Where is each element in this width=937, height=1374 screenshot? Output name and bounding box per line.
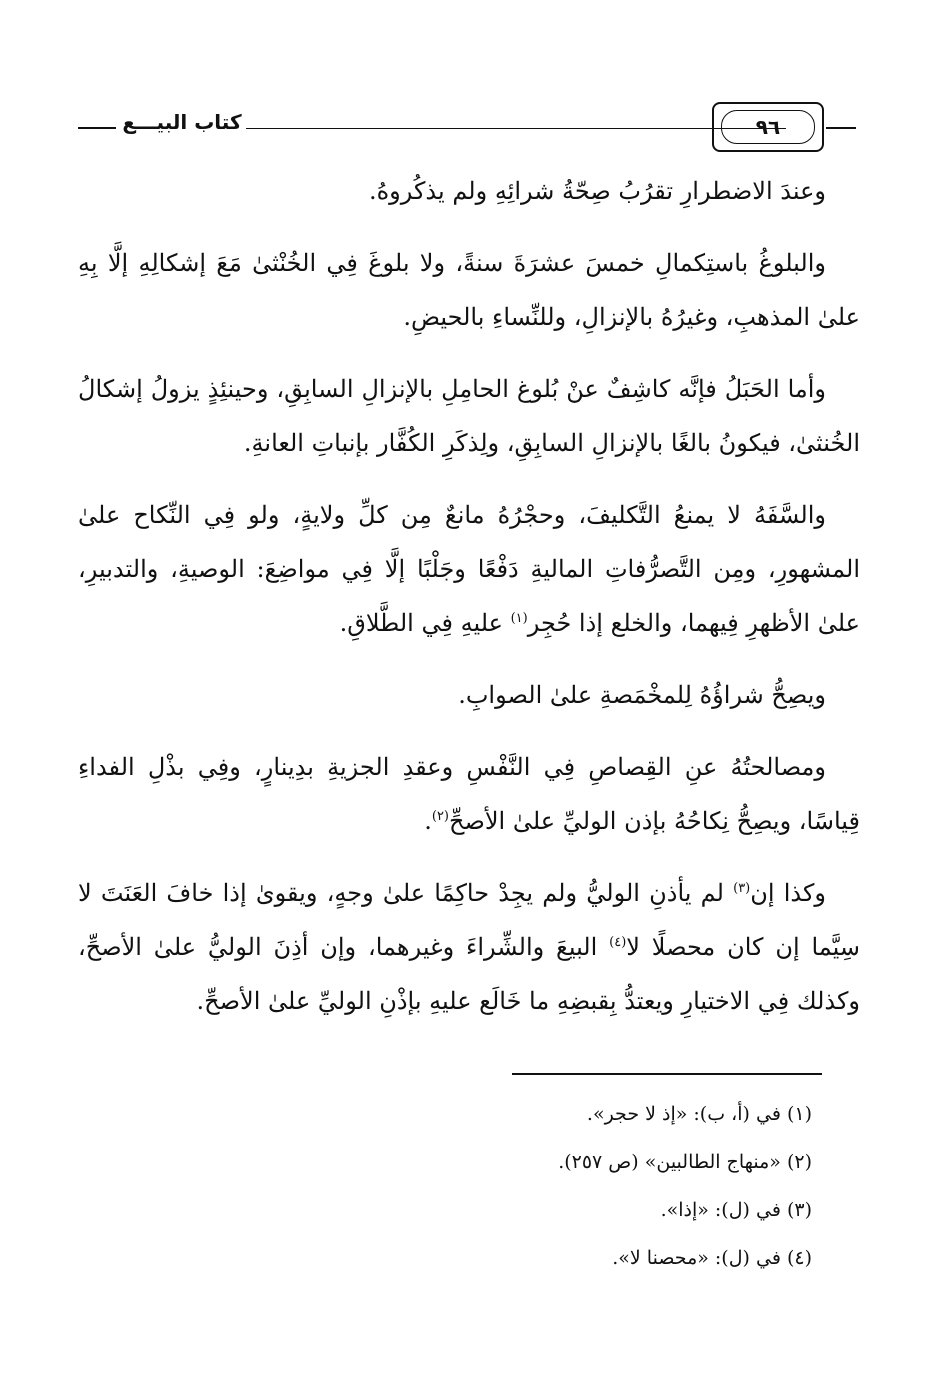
header-right-dash <box>826 127 856 129</box>
footnote-4: (٤) في (ل): «محصنا لا». <box>612 1247 812 1269</box>
paragraph-text: والسَّفَهُ لا يمنعُ التَّكليفَ، وحجْرُهُ مانعٌ مِن كلِّ ولايةٍ، ولو فِي النِّكاح علىٰ المشهورِ، ومِن التَّصرُّفاتِ الماليةِ دَفْعًا وجَلْبًا إلَّا فِي مواضِعَ: الوصيةِ، والتدبيرِ، علىٰ الأظهرِ فِيهما، والخلع إذا حُجِر <box>78 501 860 637</box>
paragraph <box>78 488 860 650</box>
paragraph <box>78 362 860 470</box>
footnote-marker: (١) <box>510 611 528 626</box>
paragraph-text: ومصالحتُهُ عنِ القِصاصِ فِي النَّفْسِ وعقدِ الجزيةِ بدِينارٍ، وفِي بذْلِ الفداءِ قِياسًا، ويصِحُّ نِكاحُهُ بإذن الوليِّ علىٰ الأصحِّ <box>78 753 860 835</box>
paragraph <box>78 740 860 848</box>
header-left-dash <box>78 127 116 129</box>
header-rule <box>246 128 786 129</box>
paragraph <box>78 164 860 218</box>
paragraph <box>78 668 860 722</box>
footnote-3: (٣) في (ل): «إذا». <box>660 1199 812 1221</box>
footnote-marker: (٤) <box>609 935 627 950</box>
footnote-2: (٢) «منهاج الطالبين» (ص ٢٥٧). <box>558 1151 812 1173</box>
footnote-separator <box>512 1073 822 1075</box>
footnote-marker: (٢) <box>431 809 449 824</box>
paragraph <box>78 236 860 344</box>
main-text <box>78 164 860 1046</box>
paragraph-text: ويصِحُّ شراؤُهُ لِلمخْمَصةِ علىٰ الصوابِ. <box>458 681 826 709</box>
paragraph-text: . <box>424 807 432 835</box>
paragraph-text: لم يأذنِ الوليُّ ولم يجِدْ حاكِمًا علىٰ وجهٍ، ويقوىٰ إذا خافَ العَنَتَ لا سِيَّما إن كان محصلًا لا <box>78 879 860 961</box>
footnotes <box>300 1090 812 1282</box>
paragraph-text: عليهِ فِي الطَّلاقِ. <box>339 609 511 637</box>
paragraph <box>78 866 860 1028</box>
paragraph-text: والبلوغُ باستِكمالِ خمسَ عشرَةَ سنةً، ولا بلوغَ فِي الخُنْثىٰ مَعَ إشكالِهِ إلَّا بِهِ علىٰ المذهبِ، وغيرُهُ بالإنزالِ، وللنِّساءِ بالحيضِ. <box>78 249 860 331</box>
footnote-1: (١) في (أ، ب): «إذ لا حجر». <box>586 1103 812 1125</box>
page-header <box>78 102 858 156</box>
page-number-frame <box>712 102 824 152</box>
paragraph-text: وكذا إن <box>750 879 827 907</box>
chapter-title: كتاب البيـــع <box>122 110 242 134</box>
footnote-marker: (٣) <box>733 881 751 896</box>
page-number: ٩٦ <box>721 110 815 144</box>
paragraph-text: البيعَ والشِّراءَ وغيرهما، وإن أذِنَ الوليُّ علىٰ الأصحِّ، وكذلك فِي الاختيارِ ويعتدُّ بِقبضِهِ ما خَالَع عليهِ بإذْنِ الوليِّ علىٰ الأصحِّ. <box>78 933 860 1015</box>
paragraph-text: وأما الحَبَلُ فإنَّه كاشِفٌ عنْ بُلوغ الحامِلِ بالإنزالِ السابِقِ، وحينئِذٍ يزولُ إشكالُ الخُنثىٰ، فيكونُ بالغًا بالإنزالِ السابِقِ، ولِذكَرِ الكُفَّار بإنباتِ العانةِ. <box>78 375 860 457</box>
paragraph-text: وعندَ الاضطرارِ تقرُبُ صِحّةُ شرائِهِ ولم يذكُروهُ. <box>368 177 826 205</box>
